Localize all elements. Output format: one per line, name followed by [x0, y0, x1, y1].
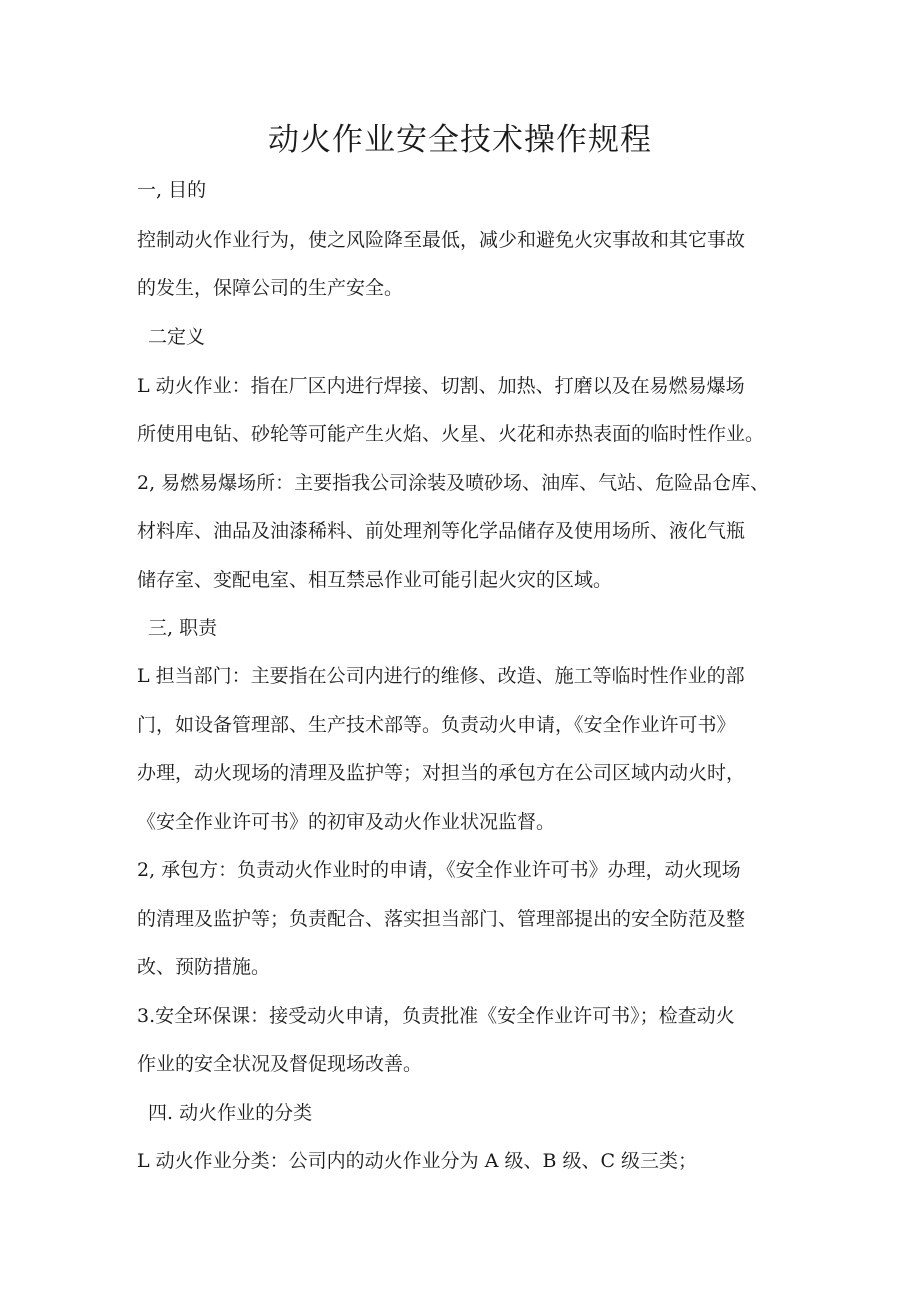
paragraph-line: 改、预防措施。: [137, 956, 271, 978]
paragraph-line: L 动火作业分类：公司内的动火作业分为 A 级、B 级、C 级三类；: [137, 1150, 698, 1172]
section-heading-classification: 四. 动火作业的分类: [148, 1102, 313, 1124]
paragraph-line: 3.安全环保课：接受动火申请，负责批准《安全作业许可书》；检查动火: [137, 1005, 735, 1027]
paragraph-line: 所使用电钻、砂轮等可能产生火焰、火星、火花和赤热表面的临时性作业。: [137, 423, 765, 445]
paragraph-line: 储存室、变配电室、相互禁忌作业可能引起火灾的区域。: [137, 569, 613, 591]
paragraph-line: 的发生，保障公司的生产安全。: [137, 277, 404, 299]
section-heading-definition: 二定义: [148, 326, 206, 348]
paragraph-line: 门，如设备管理部、生产技术部等。负责动火申请，《安全作业许可书》: [137, 714, 736, 736]
paragraph-line: 2, 易燃易爆场所：主要指我公司涂装及喷砂场、油库、气站、危险品仓库、: [137, 472, 770, 494]
paragraph-line: 《安全作业许可书》的初审及动火作业状况监督。: [137, 811, 556, 833]
paragraph-line: L 动火作业：指在厂区内进行焊接、切割、加热、打磨以及在易燃易爆场: [137, 375, 745, 397]
section-heading-responsibilities: 三, 职责: [148, 617, 218, 639]
paragraph-line: 材料库、油品及油漆稀料、前处理剂等化学品储存及使用场所、液化气瓶: [137, 520, 746, 542]
paragraph-line: 作业的安全状况及督促现场改善。: [137, 1053, 423, 1075]
paragraph-line: 的清理及监护等；负责配合、落实担当部门、管理部提出的安全防范及整: [137, 908, 746, 930]
paragraph-line: 2, 承包方：负责动火作业时的申请，《安全作业许可书》办理，动火现场: [137, 859, 741, 881]
paragraph-line: 办理，动火现场的清理及监护等；对担当的承包方在公司区域内动火时，: [137, 762, 746, 784]
document-title: 动火作业安全技术操作规程: [268, 122, 652, 158]
section-heading-purpose: 一, 目的: [137, 179, 207, 201]
paragraph-line: 控制动火作业行为，使之风险降至最低，减少和避免火灾事故和其它事故: [137, 229, 746, 251]
paragraph-line: L 担当部门：主要指在公司内进行的维修、改造、施工等临时性作业的部: [137, 665, 745, 687]
